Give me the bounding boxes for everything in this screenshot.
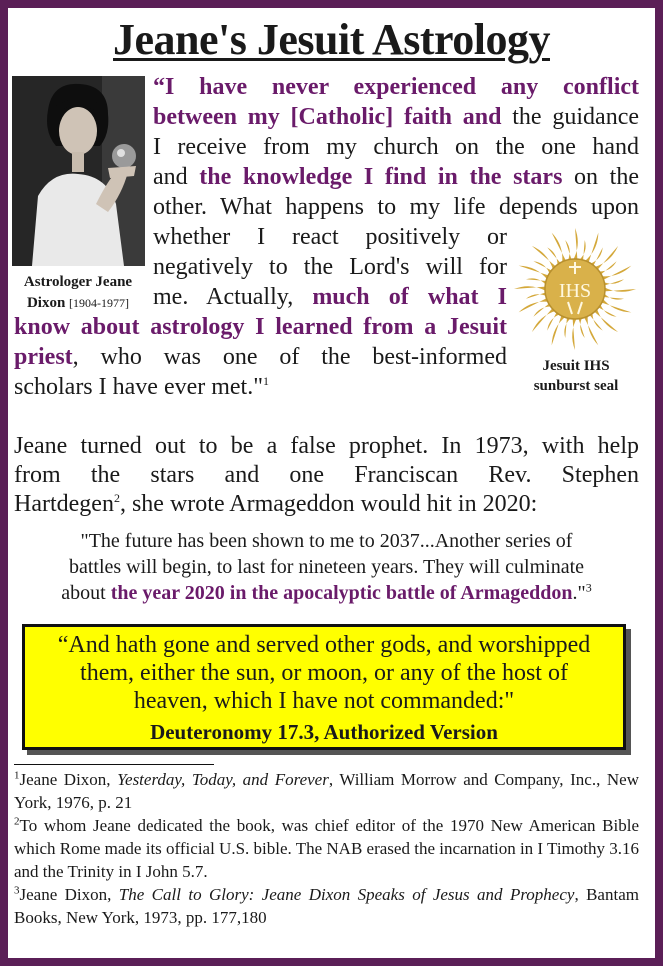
ihs-sunburst-seal-icon bbox=[512, 226, 638, 352]
quote-line: "The future has been shown to me to 2037...Another series of bbox=[80, 530, 573, 552]
quote-text: , who was one of the best-informed bbox=[72, 344, 507, 370]
quote-line: negatively to the Lord's will for bbox=[153, 254, 507, 280]
quote-line: “I have never experienced any conflict bbox=[153, 74, 639, 100]
sunburst-ray bbox=[583, 233, 598, 265]
footnote-text: , Bantam Books, New York, 1973, pp. 177,180 bbox=[14, 885, 639, 927]
scripture-line: “And hath gone and served other gods, and worshipped bbox=[57, 632, 591, 658]
paragraph-line: from the stars and one Franciscan Rev. Stephen bbox=[14, 462, 639, 488]
quote-line bbox=[14, 372, 269, 402]
footnote-text: Jeane Dixon, bbox=[19, 885, 119, 904]
footnote-number: 3 bbox=[14, 884, 20, 897]
footnote-number: 1 bbox=[14, 769, 20, 782]
footnote-text: Jeane Dixon, bbox=[19, 770, 118, 789]
footnote-title: The Call to Glory: Jeane Dixon Speaks of Jesus and Prophecy bbox=[118, 885, 575, 904]
quote-highlight: the knowledge I find in the stars bbox=[199, 164, 563, 190]
scripture-text bbox=[25, 631, 623, 715]
sunburst-ray bbox=[600, 297, 632, 312]
sunburst-ray bbox=[552, 233, 567, 265]
quote-line bbox=[18, 580, 635, 606]
seal-caption bbox=[508, 356, 644, 396]
footnote-ref: 1 bbox=[263, 374, 270, 388]
page-title: Jeane's Jesuit Astrology bbox=[113, 15, 550, 64]
paragraph-text: , she wrote Armageddon would hit in 2020: bbox=[119, 491, 538, 517]
quote-highlight: the year 2020 in the apocalyptic battle of Armageddon bbox=[110, 582, 573, 604]
footnote-number: 2 bbox=[14, 815, 20, 828]
quote-text: me. Actually, bbox=[153, 284, 313, 310]
quote-line: know about astrology I learned from a Jesuit bbox=[14, 314, 507, 340]
armageddon-quote bbox=[18, 528, 635, 606]
sunburst-ray bbox=[600, 266, 632, 281]
quote-text: ." bbox=[572, 582, 586, 604]
photo-caption-name: Astrologer Jeane Dixon bbox=[23, 274, 133, 311]
scripture-box bbox=[22, 624, 626, 750]
quote-line: whether I react positively or bbox=[153, 224, 507, 250]
paragraph-text: Hartdegen bbox=[14, 491, 114, 517]
quote-text: and bbox=[153, 164, 200, 190]
seal-caption-line1: Jesuit IHS bbox=[542, 358, 610, 374]
footnote-2 bbox=[14, 814, 639, 883]
seal-caption-line2: sunburst seal bbox=[533, 378, 619, 394]
scripture-line: them, either the sun, or moon, or any of the host of bbox=[80, 660, 568, 686]
quote-line: battles will begin, to last for nineteen years. They will culminate bbox=[68, 556, 585, 578]
sunburst-ray bbox=[572, 228, 577, 261]
quote-line bbox=[14, 342, 507, 372]
footnote-title: Yesterday, Today, and Forever bbox=[117, 770, 329, 789]
footnote-ref: 3 bbox=[585, 580, 592, 595]
quote-text: the guidance bbox=[501, 104, 639, 130]
sunburst-ray bbox=[603, 286, 636, 291]
quote-line bbox=[153, 102, 639, 132]
quote-line: other. What happens to my life depends upon bbox=[153, 194, 639, 220]
quote-highlight: priest bbox=[14, 344, 73, 370]
seal-monogram: IHS bbox=[558, 280, 592, 302]
sunburst-ray bbox=[519, 297, 551, 312]
footnote-3 bbox=[14, 883, 639, 929]
quote-highlight: much of what I bbox=[312, 284, 508, 310]
narrative-paragraph bbox=[14, 432, 639, 519]
paragraph-line bbox=[14, 490, 639, 519]
footnote-divider bbox=[14, 764, 214, 765]
quote-line bbox=[153, 162, 639, 192]
sunburst-ray bbox=[552, 314, 567, 346]
quote-text: about bbox=[61, 582, 111, 604]
sunburst-ray bbox=[572, 317, 577, 350]
quote-highlight: between my [Catholic] faith and bbox=[153, 104, 502, 130]
footnote-1 bbox=[14, 768, 639, 814]
jeane-dixon-photo bbox=[12, 76, 145, 266]
sunburst-ray bbox=[519, 266, 551, 281]
quote-line: I receive from my church on the one hand bbox=[153, 134, 639, 160]
quote-line bbox=[153, 282, 507, 312]
paragraph-line: Jeane turned out to be a false prophet. In 1973, with help bbox=[14, 433, 639, 459]
footnote-text: To whom Jeane dedicated the book, was chief editor of the 1970 New American Bible which Rome made its official U.S. bible. The NAB erased the incarnation in I Timothy 3.16 and the Trinity in I John 5.7. bbox=[14, 816, 639, 881]
sunburst-ray bbox=[514, 286, 547, 291]
scripture-reference: Deuteronomy 17.3, Authorized Version bbox=[150, 720, 498, 744]
footnotes bbox=[14, 768, 639, 929]
quote-text: scholars I have ever met." bbox=[14, 374, 264, 400]
photo-caption bbox=[8, 272, 148, 314]
sunburst-ray bbox=[583, 314, 598, 346]
footnote-ref: 2 bbox=[113, 491, 120, 505]
quote-text: on the bbox=[562, 164, 639, 190]
photo-caption-years: [1904-1977] bbox=[69, 296, 130, 310]
footnote-text: , William Morrow and Company, Inc., New York, 1976, p. 21 bbox=[14, 770, 639, 812]
scripture-line: heaven, which I have not commanded:" bbox=[133, 688, 515, 714]
